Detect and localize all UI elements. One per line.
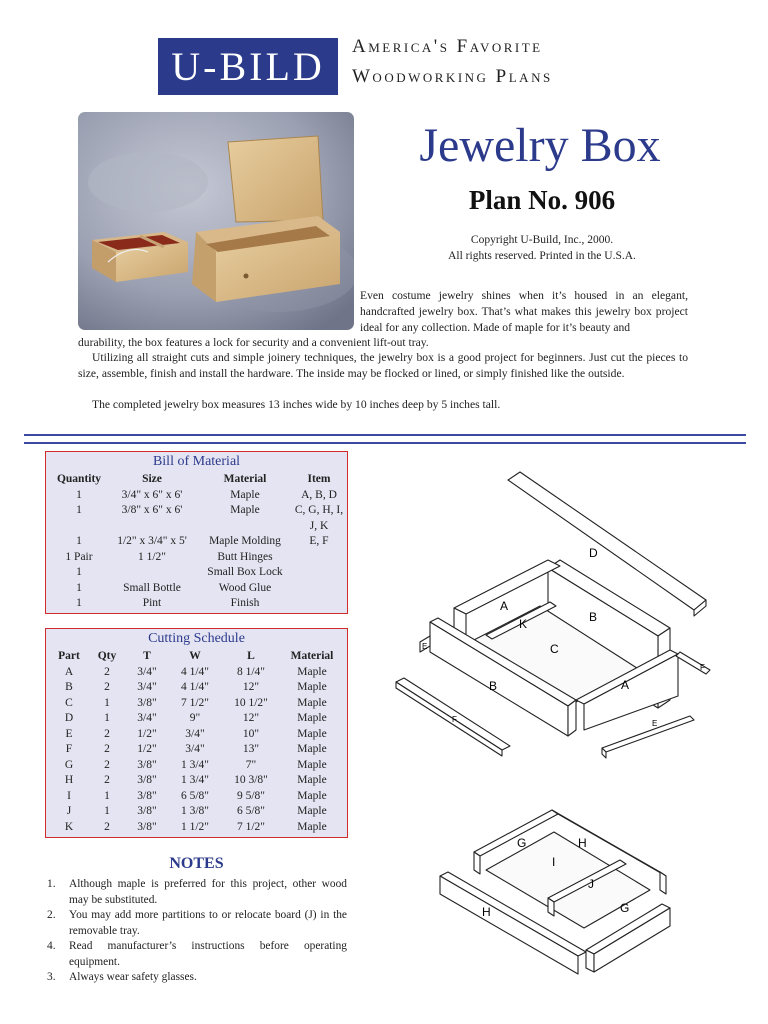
table-cell: Maple (297, 727, 327, 740)
table-cell: 9" (189, 712, 201, 724)
cutting-row (50, 804, 344, 820)
note-text: Although maple is preferred for this project, other wood may be substituted. (69, 878, 347, 906)
bom-row (50, 596, 344, 612)
cutting-row (50, 758, 344, 774)
table-cell: 1 (76, 535, 82, 547)
table-cell: 12" (242, 681, 260, 693)
table-cell (294, 565, 344, 581)
table-cell: 1 Pair (65, 550, 93, 563)
note-number: 2. (47, 909, 56, 921)
note-text: Always wear safety glasses. (69, 971, 197, 983)
label-F-right: F (700, 663, 705, 672)
table-cell: 6 5/8" (180, 789, 209, 802)
table-cell: B (65, 681, 73, 693)
table-cell: Maple (297, 712, 327, 724)
intro-paragraph-2: Utilizing all straight cuts and simple joinery techniques, the jewelry box is a good project for beginners. Just cut the pieces to size, assemble, finish and install the hardware. The inside may be flocked or lined, or simply finished like the outside. (78, 351, 688, 380)
column-header: W (189, 650, 201, 662)
table-cell: 10" (242, 727, 260, 740)
table-cell (294, 596, 344, 612)
bom-row (50, 488, 344, 504)
table-cell: I (67, 789, 71, 802)
cutting-row (50, 711, 344, 727)
label-G-front: G (620, 901, 630, 915)
table-cell: H (64, 774, 74, 786)
label-G-back: G (517, 836, 527, 850)
table-cell: C (65, 696, 73, 709)
intro-paragraph-1: Even costume jewelry shines when it’s housed in an elegant, handcrafted jewelry box. That’s what makes this jewelry box project ideal for any collection. Made of maple for it’s beauty and (360, 289, 688, 334)
box-exploded-diagram (390, 460, 720, 780)
table-cell: E, F (309, 535, 329, 547)
label-A-back: A (500, 599, 509, 613)
bom-row (50, 550, 344, 566)
table-cell: 10 3/8" (234, 774, 268, 786)
table-cell: 2 (104, 743, 110, 755)
table-cell: 3/4" (137, 665, 157, 678)
table-cell: Maple (230, 504, 260, 516)
label-D: D (589, 546, 598, 560)
copyright-line-1: Copyright U-Build, Inc., 2000. (470, 234, 614, 246)
table-cell: 2 (104, 758, 110, 771)
table-cell (108, 565, 196, 581)
label-E-left: E (422, 642, 428, 651)
column-header: Quantity (56, 473, 102, 485)
table-cell: Small Box Lock (207, 566, 283, 578)
bill-of-material-title: Bill of Material (152, 454, 241, 469)
table-cell: 13" (242, 743, 260, 755)
cutting-row (50, 742, 344, 758)
bom-row (50, 503, 344, 534)
note-item (47, 908, 347, 939)
table-cell: Maple (297, 789, 327, 802)
table-cell: 1 3/4" (180, 774, 209, 786)
table-cell: Maple (297, 681, 327, 693)
cutting-row (50, 696, 344, 712)
table-cell: Maple (297, 820, 327, 833)
note-number: 4. (47, 940, 56, 952)
note-item (47, 877, 347, 908)
table-cell: 3/8" (137, 805, 157, 817)
label-C: C (550, 642, 559, 656)
table-cell: 3/8" (137, 696, 157, 709)
column-header: Item (307, 473, 331, 485)
table-cell: 3/8" (137, 820, 157, 833)
table-cell (294, 581, 344, 597)
column-header: T (143, 650, 151, 662)
table-cell: 3/8" (137, 774, 157, 786)
table-cell: Maple (297, 696, 327, 709)
table-cell: 9 5/8" (236, 789, 265, 802)
jewelry-box-photo (78, 112, 354, 330)
table-cell: 1 3/8" (180, 805, 209, 817)
label-E-bottom: E (652, 719, 658, 728)
cutting-row (50, 773, 344, 789)
bom-row (50, 534, 344, 550)
note-number: 1. (47, 878, 56, 890)
intro-paragraph-1-continued: durability, the box features a lock for security and a convenient lift-out tray. (78, 336, 429, 349)
note-item (47, 970, 347, 986)
table-cell: 1 (76, 566, 82, 578)
label-J: J (588, 877, 594, 891)
table-cell: 2 (104, 681, 110, 693)
table-cell: 1 (104, 712, 110, 724)
table-cell: 8 1/4" (236, 665, 265, 678)
table-cell: Maple Molding (209, 535, 281, 547)
brand-logo: U-BILD (158, 38, 338, 95)
label-F-bottom: F (452, 715, 457, 724)
table-cell: 3/4" (185, 727, 205, 740)
table-cell: 3/4" (185, 743, 205, 755)
table-cell: 1 1/2" (180, 820, 209, 833)
column-header: Size (142, 473, 162, 485)
note-item (47, 939, 347, 970)
table-cell: 4 1/4" (180, 665, 209, 678)
cutting-schedule-title: Cutting Schedule (148, 631, 245, 646)
table-cell: 1/2" (137, 727, 157, 740)
table-cell: 7 1/2" (180, 696, 209, 709)
column-header: Qty (97, 650, 117, 662)
table-cell: Pint (142, 597, 162, 609)
table-cell: F (65, 743, 73, 755)
label-B-front: B (489, 679, 498, 693)
table-cell: Small Bottle (123, 581, 181, 594)
table-cell: D (64, 712, 74, 724)
table-cell: J (66, 805, 72, 817)
table-cell (294, 550, 344, 566)
column-header: L (247, 650, 255, 662)
label-K: K (519, 617, 528, 631)
table-cell: 1 3/4" (180, 758, 209, 771)
table-cell: 1 (104, 789, 110, 802)
table-cell: 12" (242, 712, 260, 724)
tray-exploded-diagram (430, 800, 680, 980)
cutting-row (50, 789, 344, 805)
column-header: Part (58, 650, 80, 662)
table-cell: Butt Hinges (217, 550, 273, 563)
table-cell: Maple (297, 774, 327, 786)
table-cell: A (64, 665, 74, 678)
table-cell: A, B, D (301, 488, 337, 501)
table-cell: 7" (245, 758, 257, 771)
label-A-front: A (621, 678, 630, 692)
note-text: Read manufacturer’s instructions before operating equipment. (69, 940, 347, 968)
label-I: I (552, 855, 556, 869)
notes-heading: NOTES (169, 855, 224, 872)
table-cell: 1 (76, 597, 82, 609)
table-cell: 1 1/2" (137, 550, 166, 563)
table-cell: 10 1/2" (234, 696, 268, 709)
table-cell: 2 (104, 820, 110, 833)
column-header: Material (223, 473, 267, 485)
table-cell: 7 1/2" (236, 820, 265, 833)
bom-row (50, 581, 344, 597)
section-divider (24, 434, 746, 444)
table-cell: 3/8" x 6" x 6' (121, 504, 183, 516)
table-cell: 3/4" x 6" x 6' (121, 488, 183, 501)
table-cell: 3/8" (137, 758, 157, 771)
cutting-row (50, 665, 344, 681)
table-cell: 4 1/4" (180, 681, 209, 693)
table-cell: 1/2" x 3/4" x 5' (117, 535, 187, 547)
table-cell: 1 (104, 696, 110, 709)
table-cell: 6 5/8" (236, 805, 265, 817)
cutting-schedule-table (45, 628, 348, 838)
table-cell: Maple (230, 488, 260, 501)
table-cell: E (65, 727, 73, 740)
table-cell: Finish (230, 597, 260, 609)
bill-of-material-table (45, 451, 348, 614)
table-cell: Maple (297, 758, 327, 771)
label-H-back: H (578, 836, 587, 850)
table-cell: 3/4" (137, 712, 157, 724)
label-B-back: B (589, 610, 598, 624)
table-cell: 1 (76, 581, 82, 594)
cutting-schedule-grid (50, 649, 344, 835)
tagline-line-2: Woodworking Plans (352, 66, 553, 87)
table-cell: 2 (104, 774, 110, 786)
copyright-line-2: All rights reserved. Printed in the U.S.A. (448, 250, 636, 262)
plan-number: Plan No. 906 (468, 185, 616, 215)
table-cell: Wood Glue (218, 581, 272, 594)
note-number: 3. (47, 971, 56, 983)
table-cell: 1 (76, 504, 82, 516)
table-cell: G (64, 758, 74, 771)
table-cell: 1 (76, 488, 82, 501)
bill-of-material-grid (50, 472, 344, 612)
bom-row (50, 565, 344, 581)
cutting-row (50, 820, 344, 836)
cutting-row (50, 680, 344, 696)
column-header: Material (290, 650, 334, 662)
table-cell: 1 (104, 805, 110, 817)
table-cell: 1/2" (137, 743, 157, 755)
table-cell: Maple (297, 665, 327, 678)
intro-paragraph-3: The completed jewelry box measures 13 inches wide by 10 inches deep by 5 inches tall. (92, 398, 501, 411)
note-text: You may add more partitions to or relocate board (J) in the removable tray. (69, 909, 347, 937)
table-cell: C, G, H, I, J, K (294, 504, 344, 532)
page-title: Jewelry Box (419, 119, 661, 172)
cutting-row (50, 727, 344, 743)
table-cell: K (64, 820, 74, 833)
table-cell: Maple (297, 805, 327, 817)
table-cell: 3/4" (137, 681, 157, 693)
label-H-front: H (482, 905, 491, 919)
table-cell: 2 (104, 665, 110, 678)
tagline-line-1: America's Favorite (352, 36, 543, 57)
table-cell: 3/8" (137, 789, 157, 802)
table-cell: Maple (297, 743, 327, 755)
table-cell: 2 (104, 727, 110, 740)
